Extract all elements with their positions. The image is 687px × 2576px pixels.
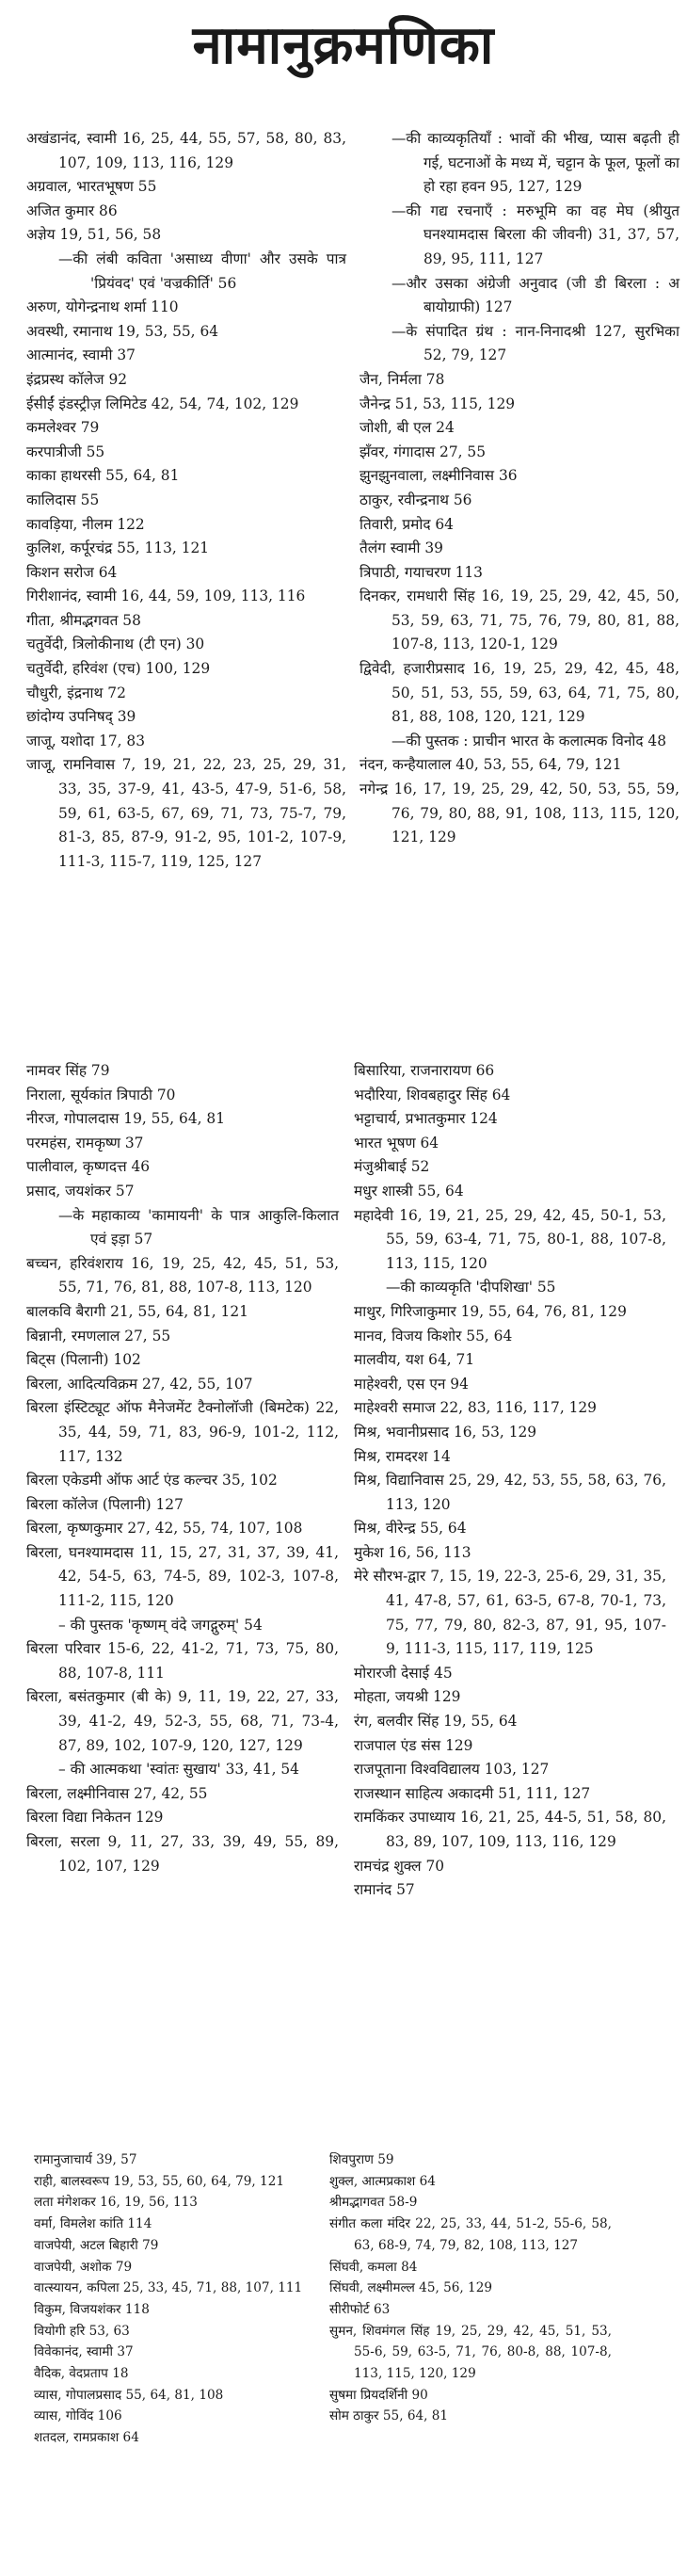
index-entry: इंद्रप्रस्थ कॉलेज 92 [26,370,128,388]
index-entry: मिश्र, रामदरश 14 [354,1447,451,1465]
index-entry: भट्टाचार्य, प्रभातकुमार 124 [354,1110,498,1128]
index-entry: रामानुजाचार्य 39, 57 [34,2152,137,2167]
index-entry: मालवीय, यश 64, 71 [354,1351,475,1369]
index-entry: बिरला एकेडमी ऑफ आर्ट एंड कल्चर 35, 102 [26,1472,278,1489]
index-entry: शिवपुराण 59 [329,2152,394,2167]
index-entry: मानव, विजय किशोर 55, 64 [354,1327,513,1344]
index-entry: अग्रवाल, भारतभूषण 55 [26,178,157,196]
index-entry: गीता, श्रीमद्भगवत 58 [26,611,141,629]
index-entry: ठाकुर, रवीन्द्रनाथ 56 [359,491,472,508]
index-entry: वियोगी हरि 53, 63 [34,2323,130,2339]
index-entry: जाजू, रामनिवास 7, 19, 21, 22, 23, 25, 29, 31, 33, 35, 37-9, 41, 43-5, 47-9, 51-6, 58, 59, 61, 63-5, 67, 69, 71, 73, 75-7, 79, 81-3, 85, 87-9, 91-2, 95, 101-2, 107-9, 111-3, 115-7, 119, 125, 127 [26,756,346,870]
index-entry: कावड़िया, नीलम 122 [26,515,145,533]
index-entry: जैनेन्द्र 51, 53, 115, 129 [359,394,516,412]
index-entry: वाजपेयी, अशोक 79 [34,2259,133,2275]
index-entry: सिंघवी, कमला 84 [329,2259,418,2275]
index-entry: कुलिश, कर्पूरचंद्र 55, 113, 121 [26,539,210,557]
index-entry: प्रसाद, जयशंकर 57 [26,1182,135,1199]
index-subentry: – की पुस्तक 'कृष्णम् वंदे जगद्गुरुम्' 54 [58,1616,263,1634]
index-subentry: – की आत्मकथा 'स्वांतः सुखाय' 33, 41, 54 [58,1761,299,1779]
index-entry: श्रीमद्भागवत 58-9 [329,2195,418,2211]
index-entry: अरुण, योगेन्द्रनाथ शर्मा 110 [26,298,179,316]
page-title: नामानुक्रमणिका [192,14,495,76]
index-entry: शुक्ल, आत्मप्रकाश 64 [329,2173,436,2189]
index-entry: मुकेश 16, 56, 113 [354,1543,471,1561]
index-subentry: —की पुस्तक : प्राचीन भारत के कलात्मक विनोद 48 [391,732,666,749]
index-entry: चतुर्वेदी, हरिवंश (एच) 100, 129 [26,660,211,678]
index-entry: भारत भूषण 64 [354,1134,439,1151]
index-entry: माथुर, गिरिजाकुमार 19, 55, 64, 76, 81, 129 [354,1302,627,1320]
index-entry: बिरला परिवार 15-6, 22, 41-2, 71, 73, 75, 80, 88, 107-8, 111 [26,1640,339,1682]
index-entry: कमलेश्वर 79 [26,419,100,437]
index-entry: करपात्रीजी 55 [26,443,105,460]
index-entry: वैदिक, वेदप्रताप 18 [34,2366,129,2382]
index-entry: अखंडानंद, स्वामी 16, 25, 44, 55, 57, 58, 80, 83, 107, 109, 113, 116, 129 [26,130,346,171]
index-entry: चौधुरी, इंद्रनाथ 72 [26,684,126,701]
index-entry: बच्चन, हरिवंशराय 16, 19, 25, 42, 45, 51, 53, 55, 71, 76, 81, 88, 107-8, 113, 120 [26,1254,339,1296]
index-entry: ईसीईं इंडस्ट्रीज़ लिमिटेड 42, 54, 74, 102, 129 [26,394,299,412]
index-entry: पालीवाल, कृष्णदत्त 46 [26,1158,151,1176]
index-column-right [359,127,679,850]
index-entry: जोशी, बी एल 24 [359,419,455,437]
index-subentry: —के महाकाव्य 'कामायनी' के पात्र आकुलि-किलात एवं इड़ा 57 [58,1206,339,1248]
index-entry: दिनकर, रामधारी सिंह 16, 19, 25, 29, 42, 45, 50, 53, 59, 63, 71, 75, 76, 79, 80, 81, 88, 107-8, 113, 120-1, 129 [359,588,679,653]
index-entry: बिरला, बसंतकुमार (बी के) 9, 11, 19, 22, 27, 33, 39, 41-2, 49, 52-3, 55, 68, 71, 73-4, 87, 89, 102, 107-9, 120, 127, 129 [26,1688,339,1754]
index-entry: तिवारी, प्रमोद 64 [359,515,454,533]
index-subentry: —की लंबी कविता 'असाध्य वीणा' और उसके पात्र 'प्रियंवद' एवं 'वज्रकीर्ति' 56 [58,250,346,292]
index-entry: बिरला विद्या निकेतन 129 [26,1809,164,1827]
index-column-left [34,2149,318,2449]
index-subentry: —की काव्यकृतियाँ : भावों की भीख, प्यास बढ़ती ही गई, घटनाओं के मध्य में, चट्टान के फूल, फूलों का हो रहा हवन 95, 127, 129 [391,130,679,196]
index-entry: अज्ञेय 19, 51, 56, 58 [26,226,162,244]
index-column-right [354,1059,666,1903]
index-entry: वात्स्यायन, कपिला 25, 33, 45, 71, 88, 107, 111 [34,2280,303,2296]
index-column-right [329,2149,612,2427]
index-entry: सीरीफोर्ट 63 [329,2301,391,2317]
index-entry: लता मंगेशकर 16, 19, 56, 113 [34,2195,198,2211]
index-entry: सुमन, शिवमंगल सिंह 19, 25, 29, 42, 45, 51, 53, 55-6, 59, 63-5, 71, 76, 80-8, 88, 107-8, 113, 115, 120, 129 [329,2323,612,2382]
index-entry: परमहंस, रामकृष्ण 37 [26,1134,144,1151]
index-entry: गिरीशानंद, स्वामी 16, 44, 59, 109, 113, 116 [26,588,306,605]
index-entry: व्यास, गोपालप्रसाद 55, 64, 81, 108 [34,2387,224,2403]
index-entry: मोहता, जयश्री 129 [354,1688,461,1706]
index-entry: किशन सरोज 64 [26,563,118,581]
index-entry: सोम ठाकुर 55, 64, 81 [329,2408,449,2424]
index-entry: महादेवी 16, 19, 21, 25, 29, 42, 45, 50-1, 53, 55, 59, 63-4, 71, 75, 80-1, 88, 107-8, 113, 115, 120 [354,1206,666,1272]
index-entry: मोरारजी देसाई 45 [354,1664,453,1682]
index-entry: तैलंग स्वामी 39 [359,539,443,557]
index-entry: सुषमा प्रियदर्शिनी 90 [329,2387,428,2403]
index-entry: त्रिपाठी, गयाचरण 113 [359,563,483,581]
index-entry: मिश्र, विद्यानिवास 25, 29, 42, 53, 55, 58, 63, 76, 113, 120 [354,1472,666,1513]
index-entry: नामवर सिंह 79 [26,1062,110,1079]
index-entry: मंजुश्रीबाई 52 [354,1158,430,1176]
index-entry: रामानंद 57 [354,1881,415,1899]
index-entry: निराला, सूर्यकांत त्रिपाठी 70 [26,1086,176,1103]
index-entry: वाजपेयी, अटल बिहारी 79 [34,2237,159,2253]
index-entry: मेरे सौरभ-द्वार 7, 15, 19, 22-3, 25-6, 29, 31, 35, 41, 47-8, 57, 61, 63-5, 67-8, 70-1, 73, 75, 77, 79, 80, 82-3, 87, 91, 95, 107-9, 111-3, 115, 117, 119, 125 [354,1568,666,1658]
index-column-left [26,127,346,874]
index-entry: जाजू, यशोदा 17, 83 [26,732,145,749]
index-entry: मधुर शास्त्री 55, 64 [354,1182,464,1199]
index-entry: बिन्नानी, रमणलाल 27, 55 [26,1327,171,1344]
index-entry: नंदन, कन्हैयालाल 40, 53, 55, 64, 79, 121 [359,756,622,774]
index-subentry: —के संपादित ग्रंथ : नान-निनादश्री 127, सुरभिका 52, 79, 127 [391,322,679,364]
index-entry: नगेन्द्र 16, 17, 19, 25, 29, 42, 50, 53, 55, 59, 76, 79, 80, 88, 91, 108, 113, 115, 120, 121, 129 [359,781,679,846]
index-entry: बिरला, कृष्णकुमार 27, 42, 55, 74, 107, 108 [26,1520,303,1538]
index-entry: बिरला इंस्टिट्यूट ऑफ मैनेजमेंट टैक्नोलॉजी (बिमटेक) 22, 35, 44, 59, 71, 83, 96-9, 101-2, 112, 117, 132 [26,1399,339,1465]
index-entry: छांदोग्य उपनिषद् 39 [26,708,136,726]
index-entry: काका हाथरसी 55, 64, 81 [26,467,180,485]
index-entry: राही, बालस्वरूप 19, 53, 55, 60, 64, 79, 121 [34,2173,284,2189]
index-subentry: —और उसका अंग्रेजी अनुवाद (जी डी बिरला : अ बायोग्राफी) 127 [391,274,679,316]
index-entry: बिरला, लक्ष्मीनिवास 27, 42, 55 [26,1784,208,1802]
index-entry: झँवर, गंगादास 27, 55 [359,443,486,460]
index-entry: भदौरिया, शिवबहादुर सिंह 64 [354,1086,511,1103]
index-column-left [26,1059,339,1878]
index-entry: बालकवि बैरागी 21, 55, 64, 81, 121 [26,1302,248,1320]
index-entry: मिश्र, वीरेन्द्र 55, 64 [354,1520,467,1538]
index-entry: संगीत कला मंदिर 22, 25, 33, 44, 51-2, 55-6, 58, 63, 68-9, 74, 79, 82, 108, 113, 127 [329,2216,612,2253]
index-entry: बिट्स (पिलानी) 102 [26,1351,141,1369]
index-entry: राजस्थान साहित्य अकादमी 51, 111, 127 [354,1784,591,1802]
index-entry: शतदल, रामप्रकाश 64 [34,2430,139,2446]
index-entry: चतुर्वेदी, त्रिलोकीनाथ (टी एन) 30 [26,636,205,653]
index-entry: आत्मानंद, स्वामी 37 [26,346,136,364]
index-entry: रामकिंकर उपाध्याय 16, 21, 25, 44-5, 51, 58, 80, 83, 89, 107, 109, 113, 116, 129 [354,1809,666,1850]
index-entry: अवस्थी, रमानाथ 19, 53, 55, 64 [26,322,219,340]
index-entry: बिसारिया, राजनारायण 66 [354,1062,495,1079]
index-entry: वर्मा, विमलेश कांति 114 [34,2216,152,2232]
index-entry: रंग, बलवीर सिंह 19, 55, 64 [354,1713,518,1731]
index-entry: बिरला, सरला 9, 11, 27, 33, 39, 49, 55, 89, 102, 107, 129 [26,1833,339,1875]
index-entry: जैन, निर्मला 78 [359,370,445,388]
index-entry: बिरला कॉलेज (पिलानी) 127 [26,1495,184,1513]
index-entry: नीरज, गोपालदास 19, 55, 64, 81 [26,1110,225,1128]
index-entry: माहेश्वरी समाज 22, 83, 116, 117, 129 [354,1399,597,1417]
index-entry: झुनझुनवाला, लक्ष्मीनिवास 36 [359,467,518,485]
index-entry: राजपूताना विश्वविद्यालय 103, 127 [354,1761,550,1779]
index-entry: सिंघवी, लक्ष्मीमल्ल 45, 56, 129 [329,2280,493,2296]
index-entry: मिश्र, भवानीप्रसाद 16, 53, 129 [354,1423,537,1441]
index-entry: रामचंद्र शुक्ल 70 [354,1857,445,1875]
index-entry: द्विवेदी, हजारीप्रसाद 16, 19, 25, 29, 42, 45, 48, 50, 51, 53, 55, 59, 63, 64, 71, 75, 80, 81, 88, 108, 120, 121, 129 [359,660,679,726]
index-entry: विवेकानंद, स्वामी 37 [34,2344,134,2360]
index-entry: विकुम, विजयशंकर 118 [34,2301,150,2317]
index-subentry: —की काव्यकृति 'दीपशिखा' 55 [386,1279,556,1296]
index-entry: बिरला, आदित्यविक्रम 27, 42, 55, 107 [26,1375,253,1393]
index-subentry: —की गद्य रचनाएँ : मरुभूमि का वह मेघ (श्रीयुत घनश्यामदास बिरला की जीवनी) 31, 37, 57, 89, 95, 111, 127 [391,201,679,267]
index-entry: अजित कुमार 86 [26,201,118,219]
index-entry: व्यास, गोविंद 106 [34,2408,122,2424]
index-entry: कालिदास 55 [26,491,100,508]
index-entry: बिरला, घनश्यामदास 11, 15, 27, 31, 37, 39, 41, 42, 54-5, 63, 74-5, 89, 102-3, 107-8, 111-2, 115, 120 [26,1543,339,1610]
index-entry: माहेश्वरी, एस एन 94 [354,1375,469,1393]
index-entry: राजपाल एंड संस 129 [354,1736,473,1754]
